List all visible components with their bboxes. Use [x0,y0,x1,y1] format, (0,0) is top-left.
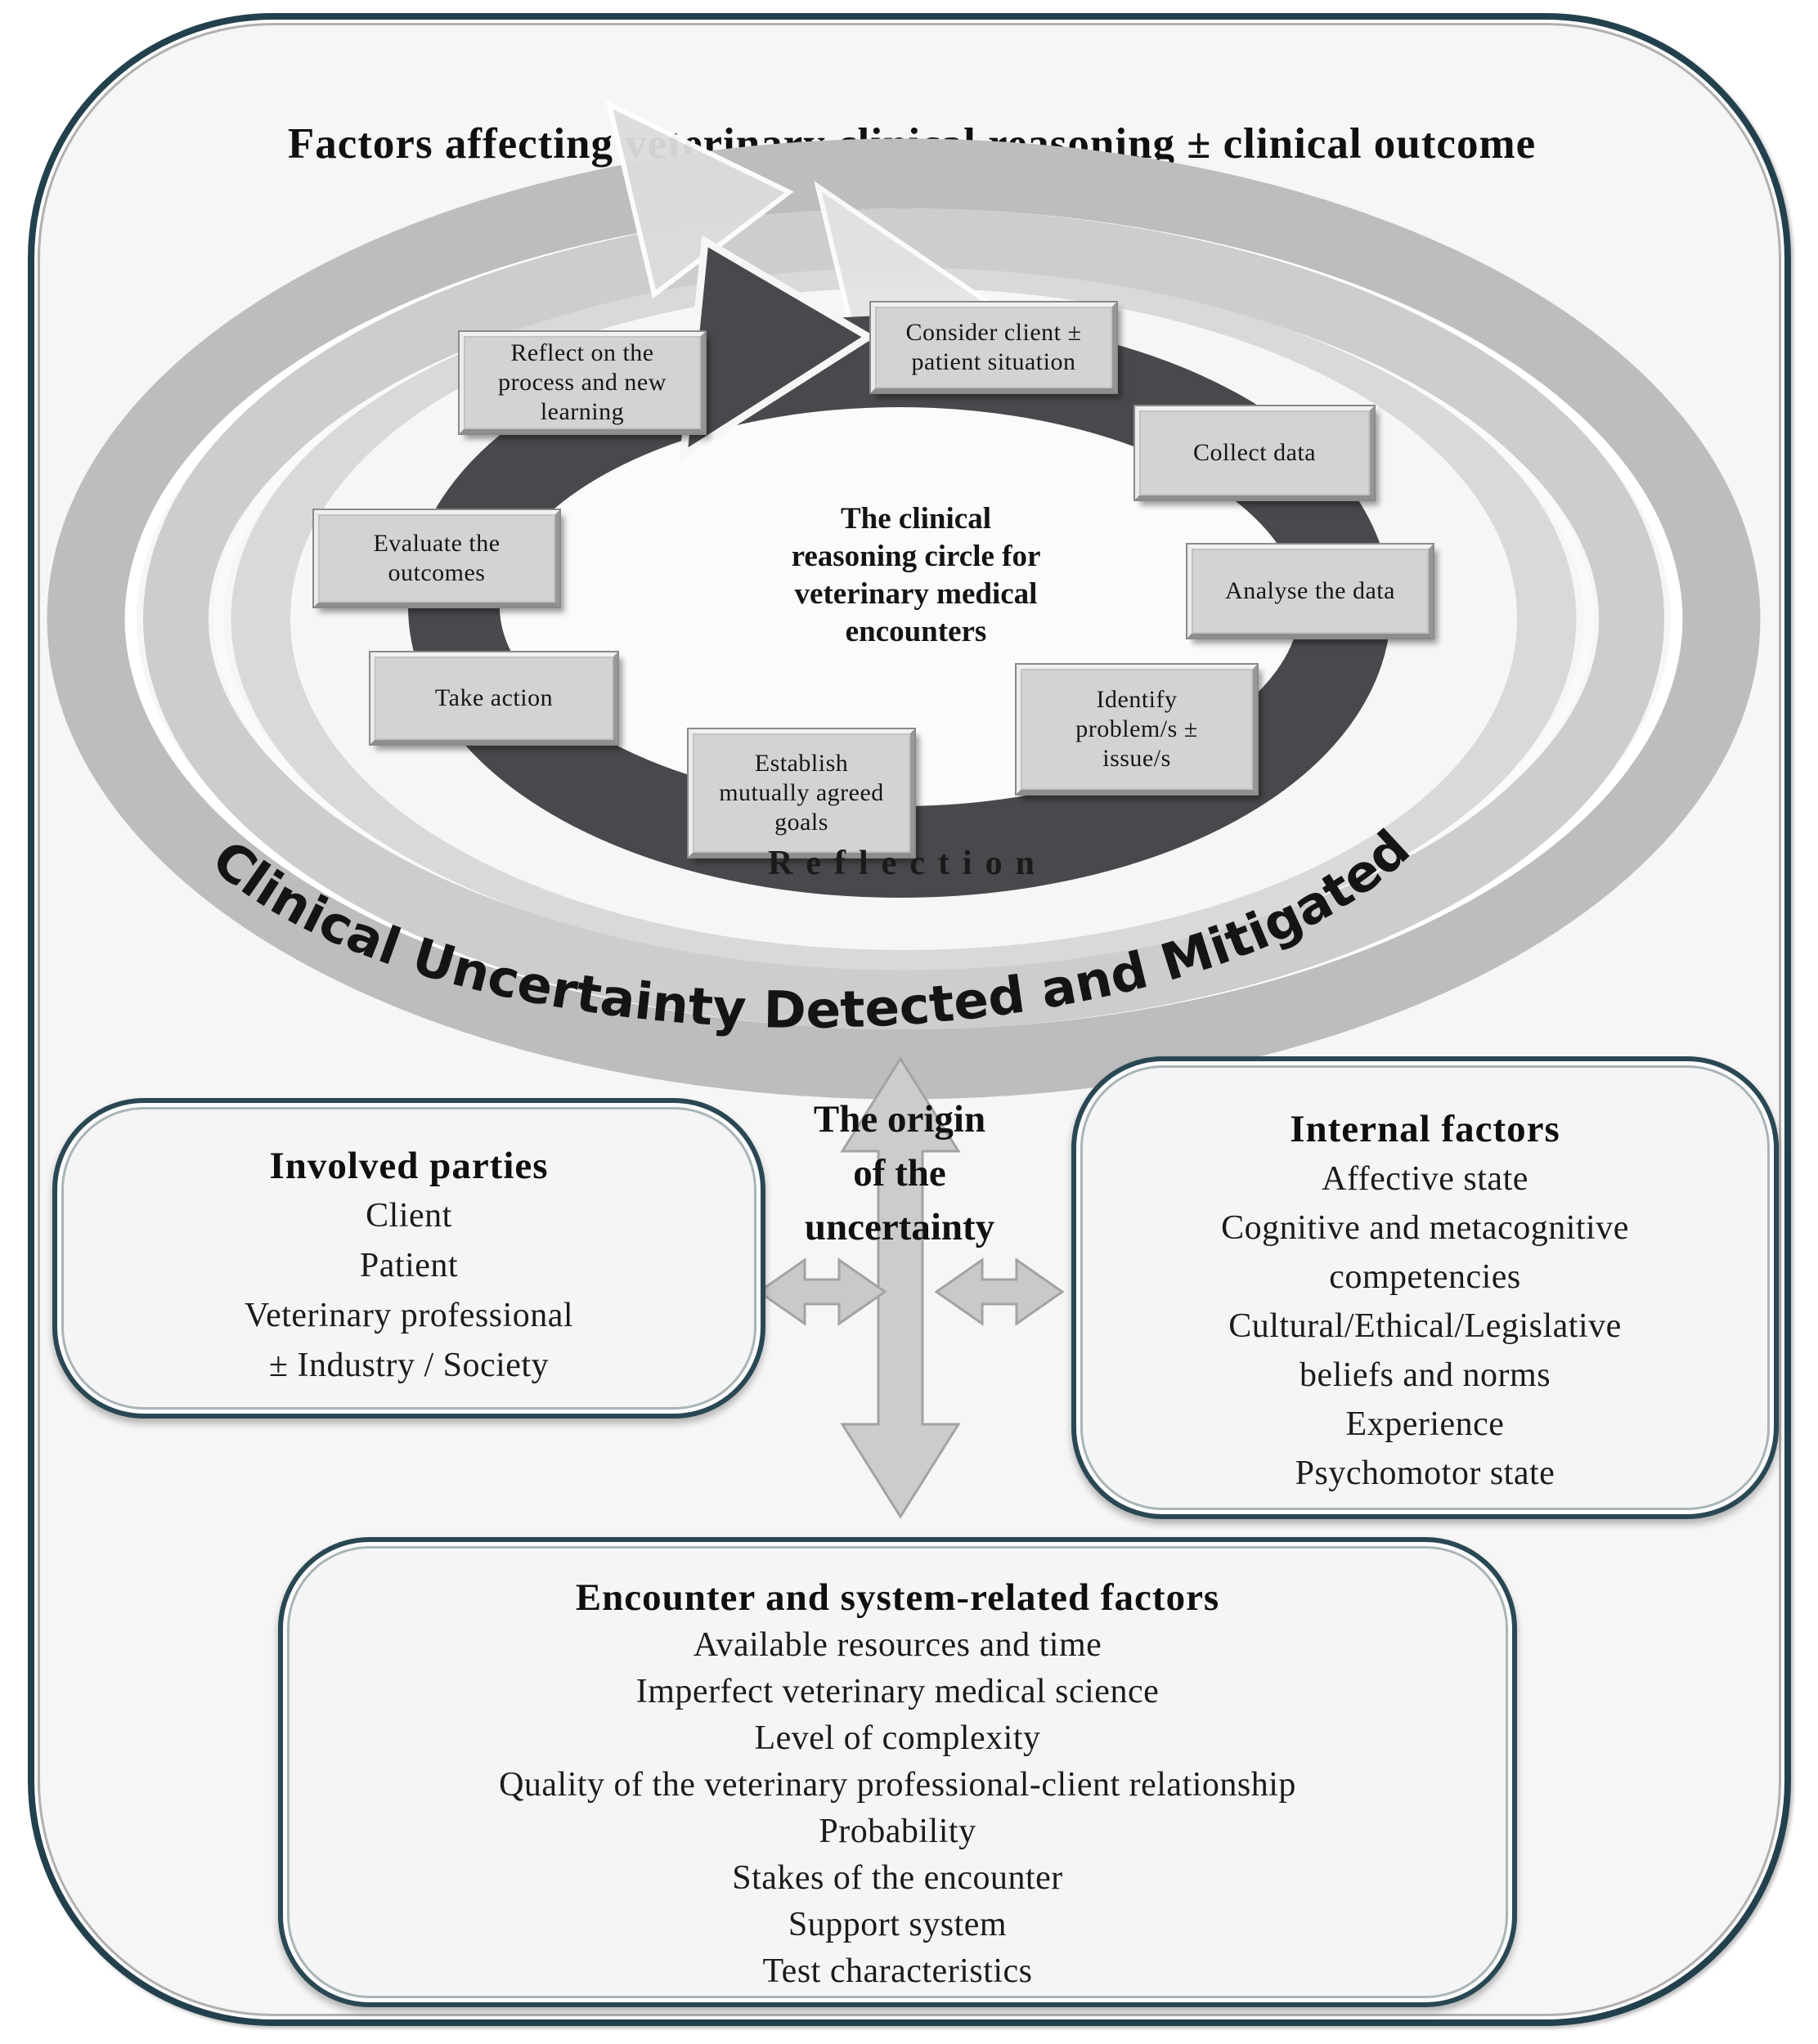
figure-title: Factors affecting veterinary clinical reasoning ± clinical outcome [287,120,1537,168]
origin-label-line: The origin [813,1098,986,1141]
cycle-step-analyse-data [1187,545,1433,638]
internal-factor-line: Affective state [1322,1160,1528,1198]
involved-party-item: ± Industry / Society [268,1347,550,1384]
encounter-factor-item: Quality of the veterinary professional-client relationship [499,1766,1296,1804]
encounter-factor-item: Imperfect veterinary medical science [635,1673,1160,1710]
encounter-factor-item: Test characteristics [762,1952,1033,1990]
involved-party-item: Veterinary professional [244,1297,574,1334]
step-label-line: Evaluate the [373,530,501,557]
step-label-line: Analyse the data [1225,577,1395,604]
step-label-line: issue/s [1102,745,1171,772]
step-label-line: learning [540,398,625,425]
internal-factor-line: Cognitive and metacognitive [1221,1209,1629,1247]
uncertainty-band-text: Clinical Uncertainty Detected and Mitigated [200,818,1421,1040]
step-label-line: patient situation [911,348,1076,375]
step-label-line: Take action [434,684,554,711]
origin-label-line: of the [853,1152,946,1195]
internal-factor-line: competencies [1329,1258,1521,1296]
internal-factors-box [1071,1056,1779,1519]
involved-party-item: Patient [359,1247,459,1284]
involved-party-item: Client [366,1197,452,1235]
cycle-step-collect-data [1135,406,1374,500]
center-caption-line: reasoning circle for [791,540,1041,573]
cycle-center-caption [703,500,1129,651]
encounter-factor-item: Probability [819,1813,976,1850]
step-label-line: Collect data [1192,439,1317,466]
step-label-line: goals [774,809,828,836]
internal-factor-line: beliefs and norms [1299,1356,1551,1394]
step-label-line: mutually agreed [719,779,884,806]
internal-factors-title: Internal factors [1290,1108,1560,1150]
origin-label-line: uncertainty [804,1206,995,1248]
cycle-step-identify-problems [1017,665,1257,794]
cycle-step-reflect-on-process [460,332,705,433]
center-caption-line: encounters [845,615,987,648]
internal-factor-line: Cultural/Ethical/Legislative [1228,1307,1622,1345]
center-caption-line: veterinary medical [794,577,1038,611]
step-label-line: outcomes [388,559,486,586]
cycle-step-establish-goals [689,729,914,857]
internal-factor-line: Experience [1345,1405,1505,1443]
reflection-label: Reflection [768,845,1048,882]
origin-right-arrow-icon [936,1260,1062,1324]
cycle-step-consider-client [871,303,1116,392]
center-caption-line: The clinical [841,502,991,536]
encounter-factors-box [278,1537,1517,2007]
encounter-factor-item: Available resources and time [693,1626,1102,1664]
encounter-factor-item: Support system [788,1906,1008,1943]
step-label-line: Reflect on the [510,339,654,366]
origin-left-arrow-icon [759,1260,885,1324]
encounter-factor-item: Level of complexity [754,1719,1041,1757]
encounter-factor-item: Stakes of the encounter [732,1859,1063,1897]
encounter-factors-title: Encounter and system-related factors [575,1576,1220,1619]
involved-parties-box [52,1098,765,1419]
involved-parties-title: Involved parties [269,1145,549,1187]
internal-factor-line: Psychomotor state [1295,1455,1555,1492]
cycle-step-evaluate-outcomes [314,510,559,607]
step-label-line: Identify [1096,686,1178,713]
step-label-line: process and new [498,369,667,396]
cycle-step-take-action [370,652,617,744]
step-label-line: Establish [754,750,849,777]
step-label-line: Consider client ± [905,319,1082,346]
step-label-line: problem/s ± [1075,715,1198,742]
